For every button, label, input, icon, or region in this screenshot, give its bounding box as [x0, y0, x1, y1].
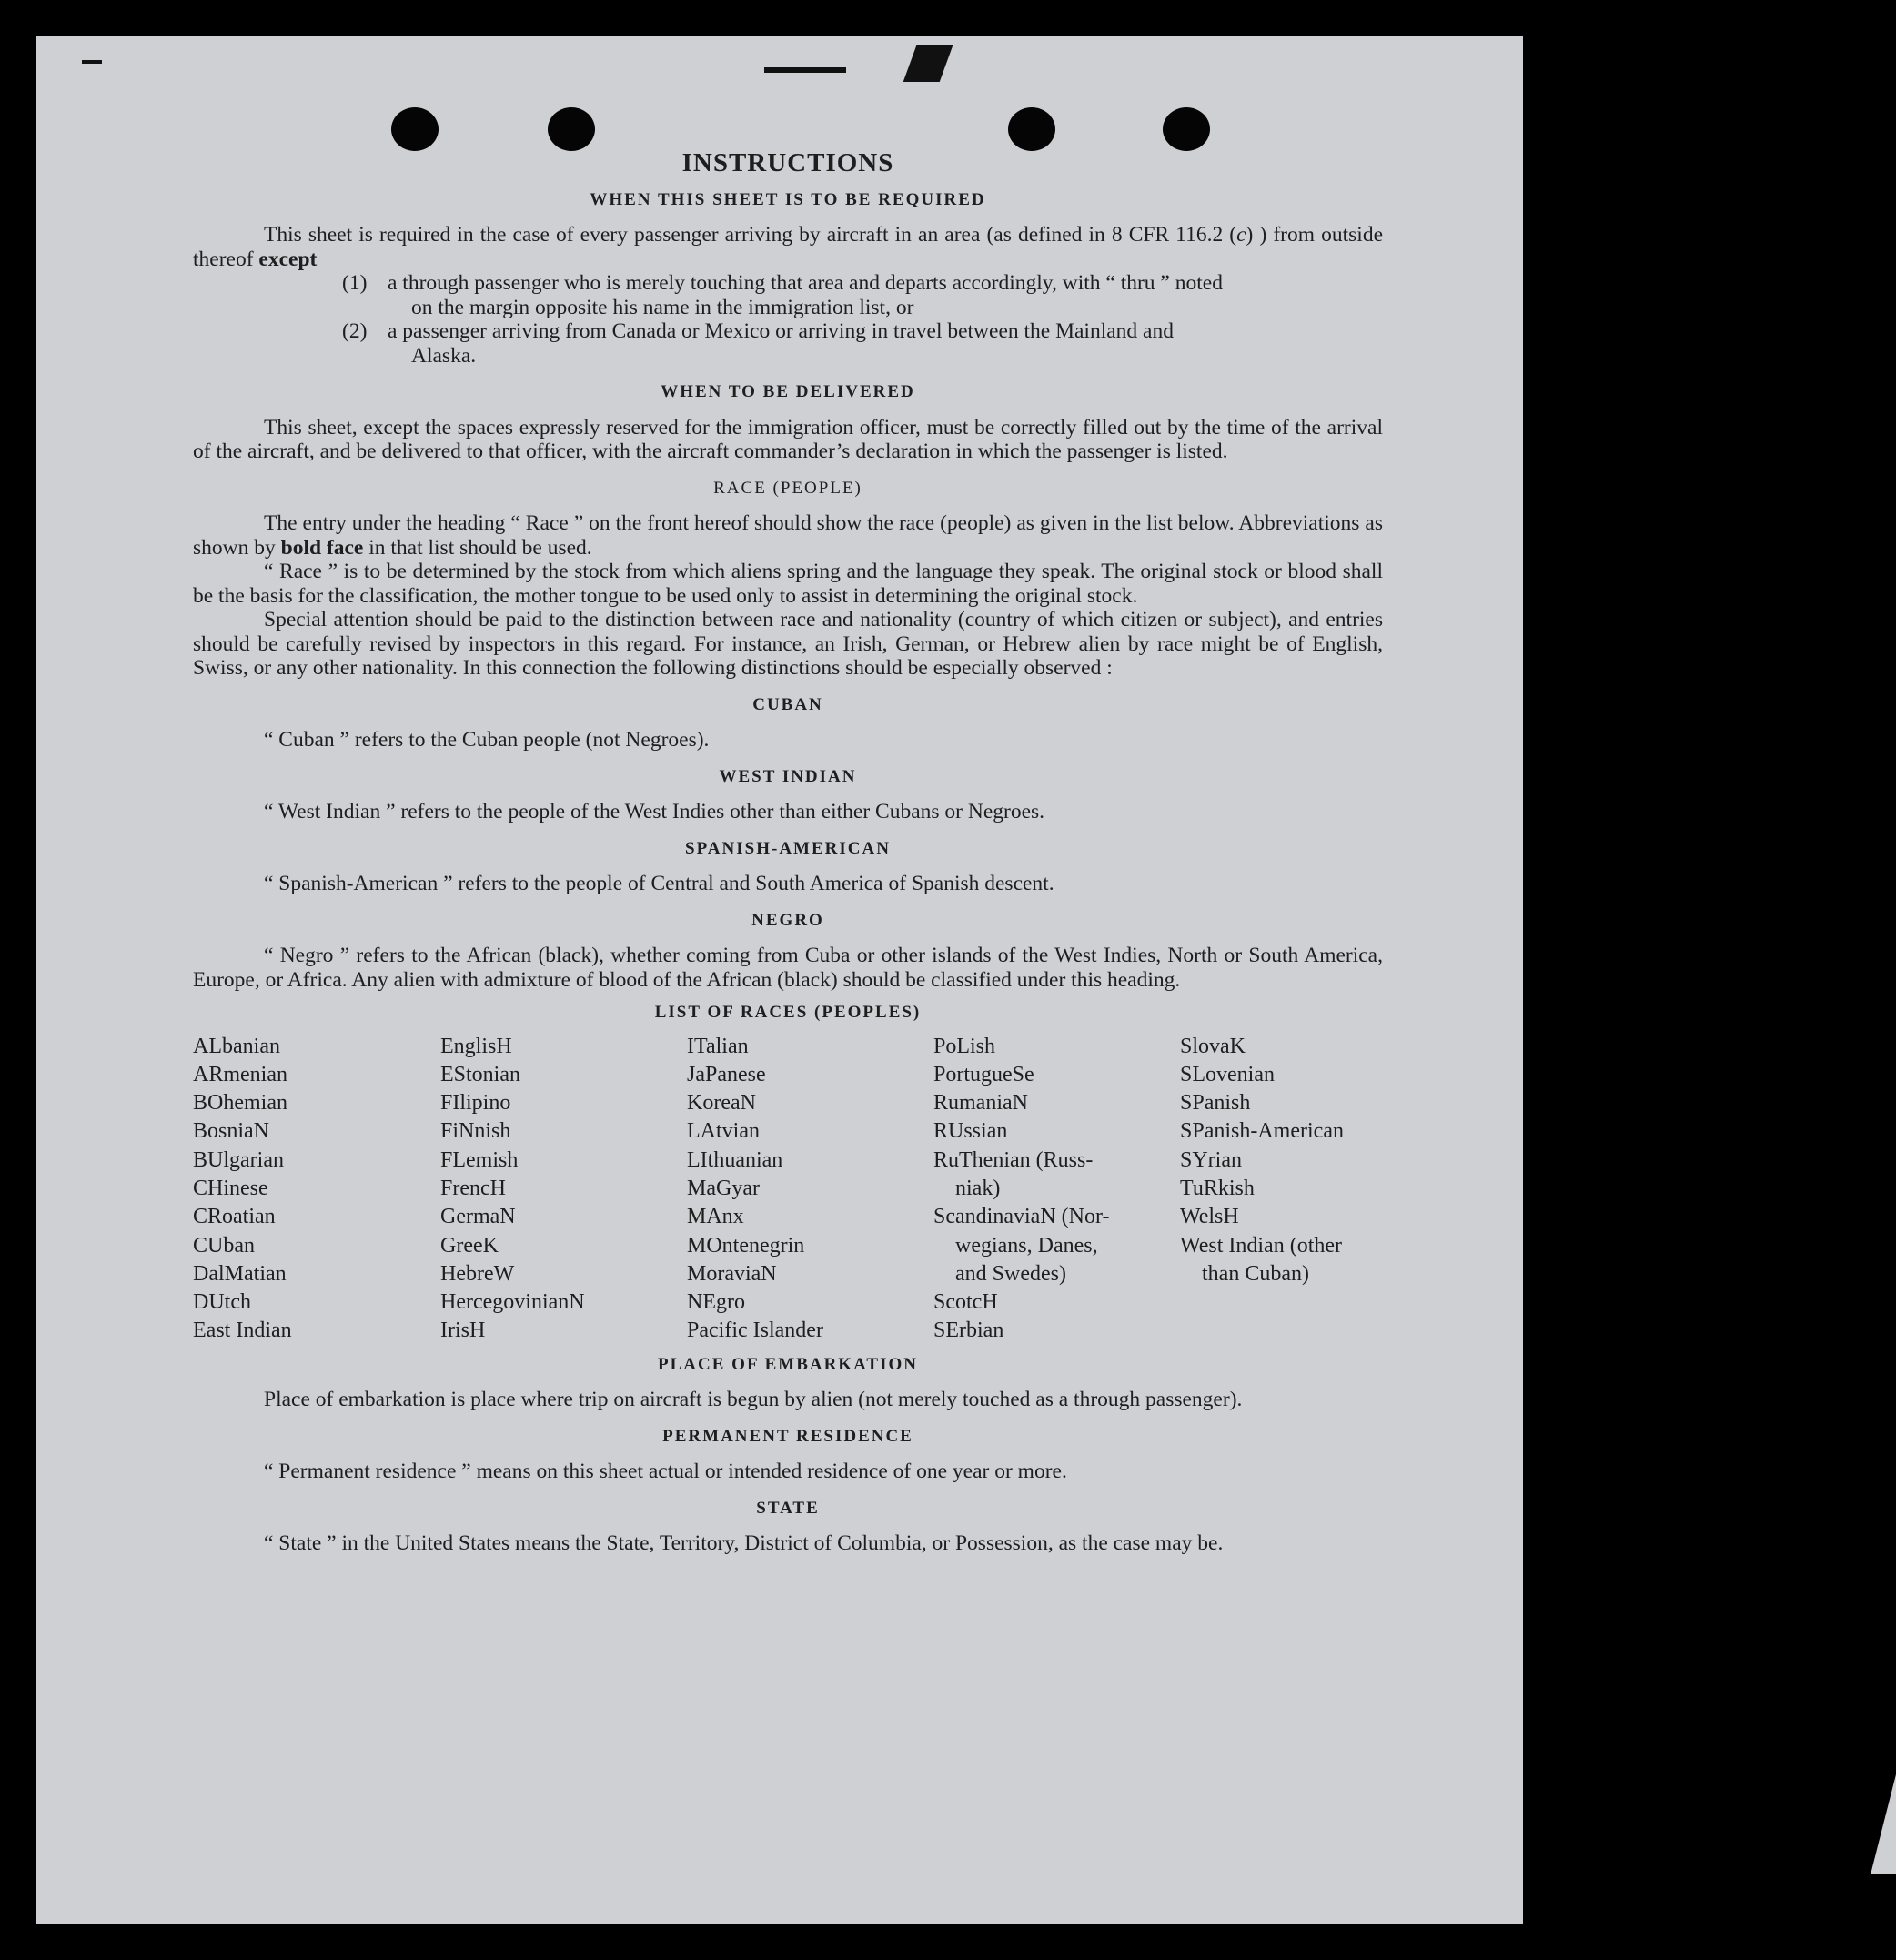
scan-edge-artifact	[1871, 1774, 1896, 1874]
cuban-text: “ Cuban ” refers to the Cuban people (not Negroes).	[264, 728, 710, 752]
race-item: BUlgarian	[193, 1147, 284, 1172]
heading-list-of-races: LIST OF RACES (PEOPLES)	[654, 1003, 922, 1022]
race-item: CRoatian	[193, 1205, 276, 1229]
race-item: GermaN	[440, 1205, 516, 1229]
race-item: IrisH	[440, 1318, 486, 1343]
when-required-intro: This sheet is required in the case of every passenger arriving by aircraft in an area (as defined in 8 CFR 116.2 (c) ) from outside thereof except	[193, 223, 1384, 271]
scan-artifact	[82, 60, 102, 64]
race-item: GreeK	[440, 1233, 499, 1258]
heading-race: RACE (PEOPLE)	[713, 478, 862, 498]
race-item: EnglisH	[440, 1034, 512, 1058]
race-item: ScotcH	[933, 1290, 998, 1315]
heading-residence: PERMANENT RESIDENCE	[662, 1426, 913, 1446]
page-title: INSTRUCTIONS	[681, 148, 894, 177]
race-paragraph-1: The entry under the heading “ Race ” on the front hereof should show the race (people) as given in the list below. Abbreviations as shown by bold face in that list should be used.	[193, 511, 1383, 560]
punch-hole	[548, 107, 595, 151]
race-item: HercegovinianN	[440, 1290, 585, 1315]
punch-hole	[391, 107, 439, 151]
race-item: KoreaN	[687, 1091, 756, 1116]
negro-text: “ Negro ” refers to the African (black), whether coming from Cuba or other islands of the West Indies, North or South America, Europe, or Africa. Any alien with admixture of blood of the African (black) should be classified under this heading.	[193, 944, 1383, 992]
race-item: FLemish	[440, 1147, 519, 1172]
race-item: than Cuban)	[1202, 1261, 1309, 1286]
race-column-2	[440, 1033, 687, 1346]
race-item: niak)	[955, 1176, 1001, 1200]
race-item: BOhemian	[193, 1091, 287, 1116]
race-item: LIthuanian	[687, 1147, 783, 1172]
race-item: ITalian	[687, 1034, 749, 1058]
race-item: SLovenian	[1180, 1062, 1275, 1086]
spanish-american-text: “ Spanish-American ” refers to the people of Central and South America of Spanish descent.	[264, 872, 1054, 895]
when-delivered-text: This sheet, except the spaces expressly reserved for the immigration officer, must be correctly filled out by the time of the arrival of the aircraft, and be delivered to that officer, with the aircraft commander’s declaration in which the passenger is listed.	[193, 415, 1383, 463]
west-indian-text: “ West Indian ” refers to the people of the West Indies other than either Cubans or Negroes.	[264, 800, 1045, 823]
race-item: SPanish	[1180, 1091, 1251, 1116]
race-item: RumaniaN	[933, 1091, 1028, 1116]
race-item: MoraviaN	[687, 1261, 777, 1286]
race-item: MOntenegrin	[687, 1233, 805, 1258]
heading-when-delivered: WHEN TO BE DELIVERED	[661, 382, 915, 401]
race-paragraph-3: Special attention should be paid to the distinction between race and nationality (country of which citizen or subject), and entries should be carefully revised by inspectors in this regard. For instance, an Irish, German, or Hebrew alien by race might be of English, Swiss, or any other nationality. In this connection the following distinctions should be especially observed :	[193, 608, 1383, 680]
heading-state: STATE	[756, 1498, 820, 1518]
race-item: East Indian	[193, 1318, 292, 1343]
race-item: TuRkish	[1180, 1176, 1255, 1200]
race-item: ScandinaviaN (Nor-	[933, 1205, 1110, 1229]
race-list	[193, 1033, 1383, 1346]
exception-item-1: (1) a through passenger who is merely touching that area and departs accordingly, with “ thru ” noted on the margin opposite his name in the immigration list, or	[342, 271, 1223, 319]
race-column-1	[193, 1033, 440, 1346]
race-item: CHinese	[193, 1176, 268, 1200]
race-item: SPanish-American	[1180, 1119, 1344, 1144]
race-item: DUtch	[193, 1290, 251, 1315]
heading-cuban: CUBAN	[752, 694, 823, 714]
race-item: JaPanese	[687, 1062, 766, 1086]
heading-embarkation: PLACE OF EMBARKATION	[658, 1354, 918, 1374]
race-item: RUssian	[933, 1119, 1008, 1144]
race-item: wegians, Danes,	[955, 1233, 1098, 1258]
punch-hole	[1008, 107, 1055, 151]
race-item: DalMatian	[193, 1261, 287, 1286]
scan-artifact	[903, 45, 953, 82]
heading-spanish-american: SPANISH-AMERICAN	[685, 838, 891, 858]
heading-when-required: WHEN THIS SHEET IS TO BE REQUIRED	[590, 189, 986, 209]
race-item: ARmenian	[193, 1062, 287, 1086]
race-item: HebreW	[440, 1261, 515, 1286]
race-item: SErbian	[933, 1318, 1004, 1343]
punch-hole	[1163, 107, 1210, 151]
heading-west-indian: WEST INDIAN	[719, 766, 857, 786]
race-item: West Indian (other	[1180, 1233, 1343, 1258]
race-item: PortugueSe	[933, 1062, 1034, 1086]
race-item: ALbanian	[193, 1034, 280, 1058]
race-item: MaGyar	[687, 1176, 760, 1200]
instructions-body	[193, 146, 1383, 1556]
race-item: CUban	[193, 1233, 255, 1258]
race-column-3	[687, 1033, 933, 1346]
race-item: BosniaN	[193, 1119, 269, 1144]
race-column-5	[1180, 1033, 1398, 1346]
race-column-4	[933, 1033, 1180, 1346]
heading-negro: NEGRO	[751, 910, 824, 930]
race-item: SYrian	[1180, 1147, 1242, 1172]
race-item: FrencH	[440, 1176, 506, 1200]
race-item: LAtvian	[687, 1119, 760, 1144]
race-item: MAnx	[687, 1205, 744, 1229]
embarkation-text: Place of embarkation is place where trip on aircraft is begun by alien (not merely touched as a through passenger).	[264, 1388, 1243, 1412]
race-item: EStonian	[440, 1062, 520, 1086]
race-paragraph-2: “ Race ” is to be determined by the stock from which aliens spring and the language they speak. The original stock or blood shall be the basis for the classification, the mother tongue to be used only to assist in determining the original stock.	[193, 560, 1383, 608]
race-item: PoLish	[933, 1034, 996, 1058]
residence-text: “ Permanent residence ” means on this sheet actual or intended residence of one year or more.	[264, 1460, 1067, 1484]
race-item: FIlipino	[440, 1091, 511, 1116]
race-item: Pacific Islander	[687, 1318, 823, 1343]
race-item: WelsH	[1180, 1205, 1239, 1229]
race-item: FiNnish	[440, 1119, 511, 1144]
state-text: “ State ” in the United States means the State, Territory, District of Columbia, or Possession, as the case may be.	[264, 1531, 1224, 1556]
scan-artifact	[764, 67, 846, 73]
race-item: RuThenian (Russ-	[933, 1147, 1094, 1172]
race-item: NEgro	[687, 1290, 745, 1315]
race-item: SlovaK	[1180, 1034, 1246, 1058]
exception-item-2: (2) a passenger arriving from Canada or Mexico or arriving in travel between the Mainland and Alaska.	[342, 319, 1174, 368]
race-item: and Swedes)	[955, 1261, 1066, 1286]
